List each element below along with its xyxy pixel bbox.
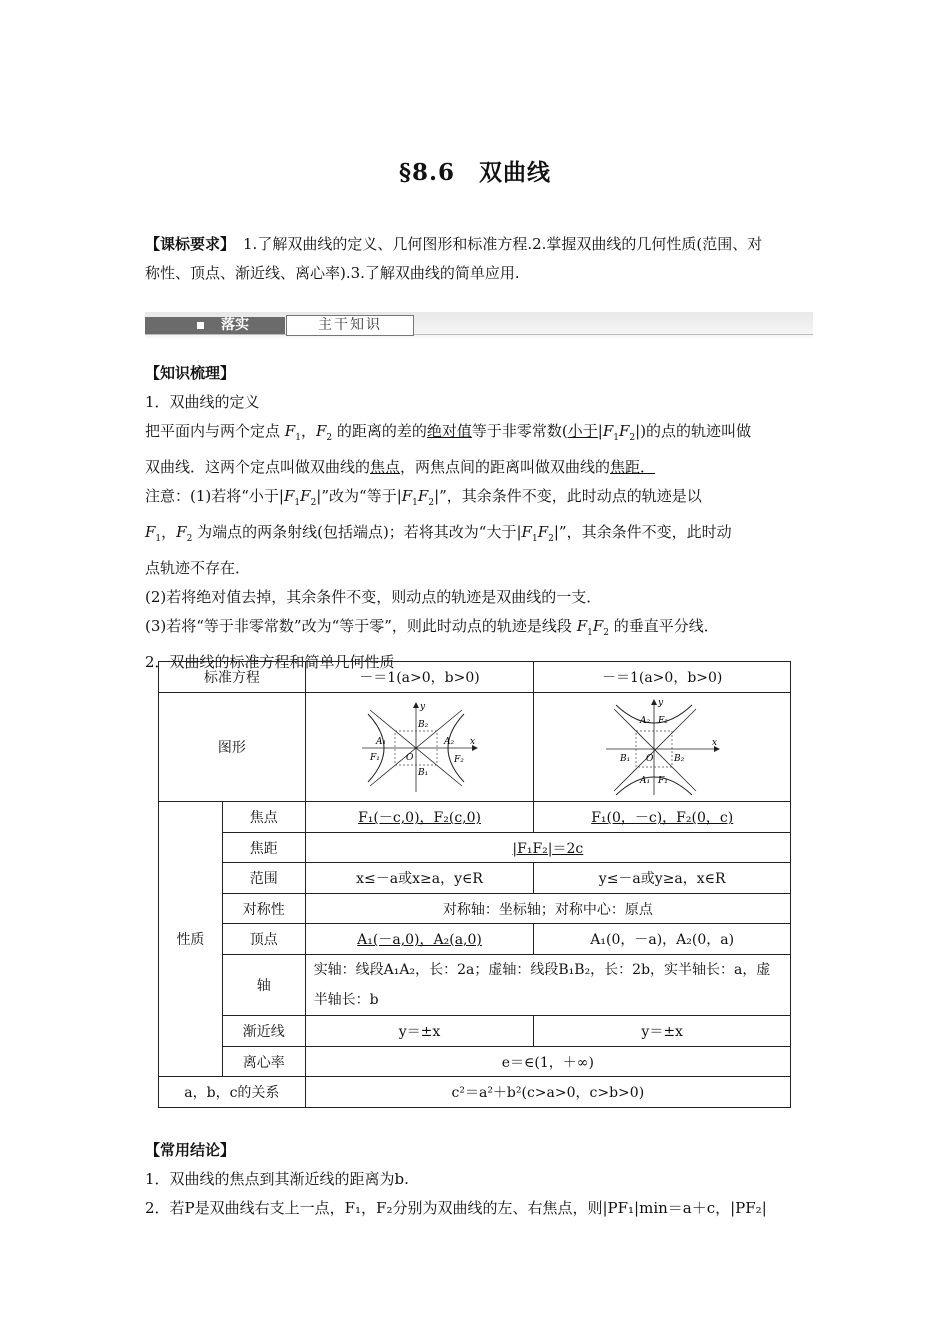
row-label: 对称性	[222, 894, 305, 924]
eq2: －＝1(a>0，b>0)	[534, 662, 791, 693]
square-icon	[197, 322, 204, 329]
properties-table	[158, 661, 791, 1108]
graph-label: 图形	[159, 693, 306, 802]
def-para: 把平面内与两个定点 $F_1$，$F_2$ 的距离的差的绝对值等于非零常数(小于$|F_1F_2|$)的点的轨迹叫做	[145, 422, 752, 443]
banner-line	[145, 334, 813, 335]
requirements	[145, 230, 813, 288]
row-label: 焦距	[222, 833, 305, 863]
relation-label: a，b，c的关系	[159, 1077, 306, 1108]
conclusions-label: 【常用结论】	[145, 1141, 236, 1159]
graph2-label-1: A₂	[640, 716, 651, 726]
graph1-label-3: A₂	[443, 736, 454, 747]
row-label: 顶点	[222, 924, 305, 955]
graph1-label-5: F₁	[369, 752, 380, 763]
graph1-cell	[305, 693, 534, 802]
graph1-label-4: x	[469, 736, 475, 747]
requirements-line1: 1.了解双曲线的定义、几何图形和标准方程.2.掌握双曲线的几何性质(范围、对	[243, 235, 763, 253]
sec2-title: 2．双曲线的标准方程和简单几何性质	[145, 653, 395, 671]
range-horizontal: x≤－a或x≥a，y∈R	[305, 863, 534, 894]
symmetry: 对称轴：坐标轴；对称中心：原点	[305, 894, 790, 924]
graph1-label-7: F₂	[453, 754, 464, 765]
graph2-cell	[534, 693, 791, 802]
conclusion-2: 2．若P是双曲线右支上一点，F₁，F₂分别为双曲线的左、右焦点，则|PF₁|min＝a＋c，|PF₂|	[145, 1199, 767, 1217]
requirements-label: 【课标要求】	[145, 235, 236, 253]
eq1: －＝1(a>0，b>0)	[305, 662, 534, 693]
graph2-label-7: A₁	[640, 776, 651, 786]
axes: 实轴：线段A₁A₂，长：2a；虚轴：线段B₁B₂，长：2b，实半轴长：a，虚半轴长：b	[305, 955, 790, 1016]
focus-horizontal: F₁(－c,0)，F₂(c,0)	[305, 802, 534, 833]
graph2-label-8: F₁	[658, 776, 669, 786]
props-label: 性质	[159, 802, 223, 1077]
banner-left: 落实	[145, 317, 285, 334]
row-label: 渐近线	[222, 1016, 305, 1047]
conclusions	[145, 1136, 813, 1223]
page-title: §8.6 双曲线	[398, 159, 552, 186]
hyperbola-vertical-figure	[602, 697, 722, 797]
conclusion-1: 1．双曲线的焦点到其渐近线的距离为b.	[145, 1170, 409, 1188]
vertex-horizontal: A₁(－a,0)，A₂(a,0)	[305, 924, 534, 955]
vertex-vertical: A₁(0，－a)，A₂(0，a)	[534, 924, 791, 955]
focal-distance: |F₁F₂|＝2c	[305, 833, 790, 863]
graph2-label-3: B₁	[620, 754, 631, 764]
section-banner	[145, 312, 813, 338]
graph2-label-2: F₂	[658, 716, 669, 726]
standard-eq-label: 标准方程	[159, 662, 306, 693]
row-label: 范围	[222, 863, 305, 894]
requirements-line2: 称性、顶点、渐近线、离心率).3.了解双曲线的简单应用.	[145, 264, 520, 282]
graph1-label-2: A₁	[375, 736, 386, 747]
focus-vertical: F₁(0，－c)，F₂(0，c)	[534, 802, 791, 833]
graph2-label-4: O	[646, 754, 654, 764]
asymptote-vertical: y＝±x	[534, 1016, 791, 1047]
asymptote-horizontal: y＝±x	[305, 1016, 534, 1047]
row-label: 轴	[222, 955, 305, 1016]
graph1-label-6: O	[405, 752, 413, 763]
knowledge-label: 【知识梳理】	[145, 364, 236, 382]
graph1-label-0: y	[419, 701, 425, 712]
eccentricity: e＝∈(1，＋∞)	[305, 1047, 790, 1077]
sec1-title: 1．双曲线的定义	[145, 393, 260, 411]
row-label: 焦点	[222, 802, 305, 833]
row-label: 离心率	[222, 1047, 305, 1077]
graph2-label-5: B₂	[674, 754, 685, 764]
graph2-label-0: y	[658, 698, 664, 708]
range-vertical: y≤－a或y≥a，x∈R	[534, 863, 791, 894]
hyperbola-horizontal-figure	[360, 700, 480, 795]
graph2-label-6: x	[712, 738, 718, 748]
relation: c²＝a²＋b²(c>a>0，c>b>0)	[305, 1077, 790, 1108]
banner-right: 主干知识	[286, 315, 414, 336]
graph1-label-1: B₂	[417, 719, 428, 730]
knowledge-section: 【知识梳理】 1．双曲线的定义 把平面内与两个定点 $F_1$，$F_2$ 的距离的差的绝对值等于非零常数(小于$|F_1F_2|$)的点的轨迹叫做 双曲线．这两个定点叫做双曲线的焦点，两焦点间的距离叫做双曲线的焦距． 注意：(1)若将“小于$|F_1F_2|$”改为“等于$|F_1F_2|$”，其余条件不变，此时动点的轨迹是以 $F_1$，$F_2$ 为端点的两条射线(包括端点)；若将其改为“大于$|F_1F_2|$”，其余条件不变，此时动 点轨迹不存在． (2)若将绝对值去掉，其余条件不变，则动点的轨迹是双曲线的一支． (3)若将“等于非零常数”改为“等于零”，则此时动点的轨迹是线段 $F_1F_2$ 的垂直平分线． 2．双曲线的标准方程和简单几何性质	[145, 359, 813, 677]
graph1-label-8: B₁	[417, 767, 428, 778]
